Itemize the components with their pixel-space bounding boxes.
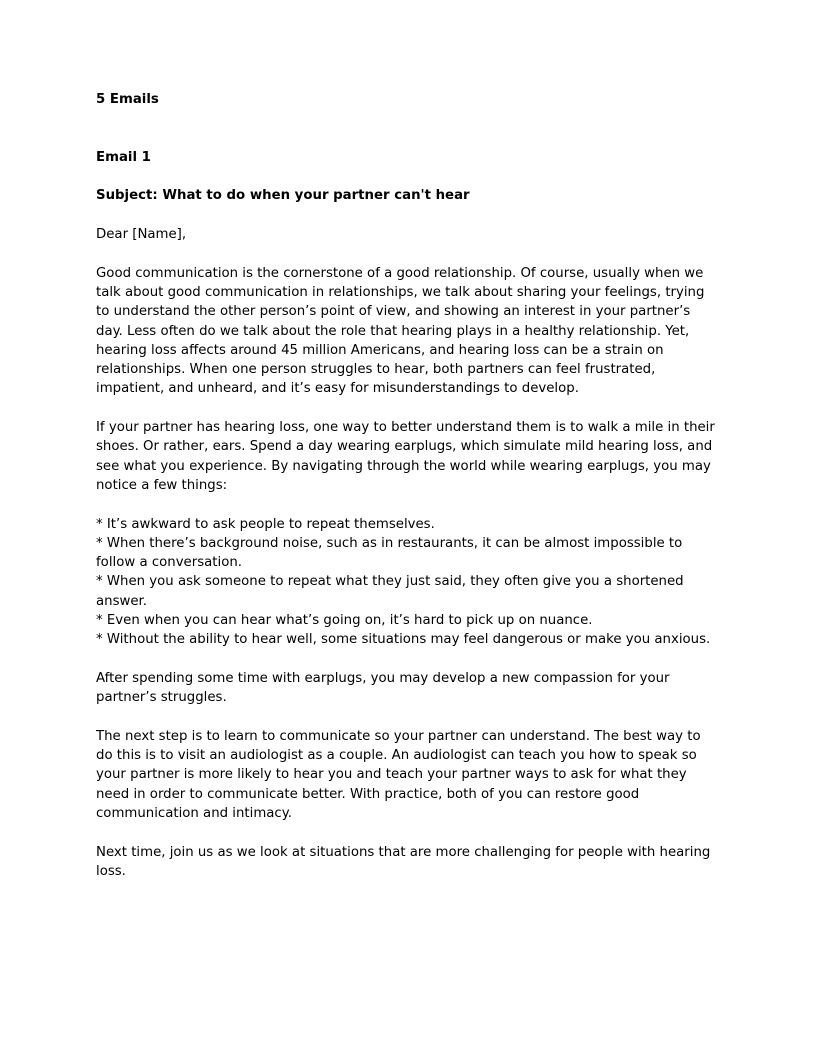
body-paragraph-5: Next time, join us as we look at situations that are more challenging for people with hearing loss. bbox=[96, 844, 711, 879]
email-heading: Email 1 bbox=[96, 149, 151, 165]
salutation: Dear [Name], bbox=[96, 227, 187, 243]
body-paragraph-2: If your partner has hearing loss, one way to better understand them is to walk a mile in their shoes. Or rather, ears. Spend a day wearing earplugs, which simulate mild hearing loss, and see what you experience. By navigating through the world while wearing earplugs, you may notice a few things: bbox=[96, 420, 715, 493]
email-subject: Subject: What to do when your partner can't hear bbox=[96, 188, 470, 204]
body-paragraph-3: After spending some time with earplugs, you may develop a new compassion for your partner’s struggles. bbox=[96, 670, 670, 706]
bullet-item-2: * When there’s background noise, such as in restaurants, it can be almost impossible to follow a conversation. bbox=[96, 535, 683, 571]
document-title: 5 Emails bbox=[96, 92, 159, 107]
bullet-item-1: * It’s awkward to ask people to repeat themselves. bbox=[96, 516, 435, 532]
bullet-item-4: * Even when you can hear what’s going on, it’s hard to pick up on nuance. bbox=[96, 613, 593, 629]
body-paragraph-4: The next step is to learn to communicate so your partner can understand. The best way to do this is to visit an audiologist as a couple. An audiologist can teach you how to speak so your partner is more likely to hear you and teach your partner ways to ask for what they need in order to communicate better. With practice, both of you can restore good communication and intimacy. bbox=[96, 728, 701, 821]
body-paragraph-1: Good communication is the cornerstone of a good relationship. Of course, usually when we talk about good communication in relationships, we talk about sharing your feelings, trying to understand the other person’s point of view, and showing an interest in your partner’s day. Less often do we talk about the role that hearing plays in a healthy relationship. Yet, hearing loss affects around 45 million Americans, and hearing loss can be a strain on relationships. When one person struggles to hear, both partners can feel frustrated, impatient, and unheard, and it’s easy for misunderstandings to develop. bbox=[96, 265, 705, 397]
bullet-item-5: * Without the ability to hear well, some situations may feel dangerous or make you anxious. bbox=[96, 632, 711, 648]
bullet-list bbox=[96, 515, 720, 650]
bullet-item-3: * When you ask someone to repeat what they just said, they often give you a shortened answer. bbox=[96, 574, 684, 609]
